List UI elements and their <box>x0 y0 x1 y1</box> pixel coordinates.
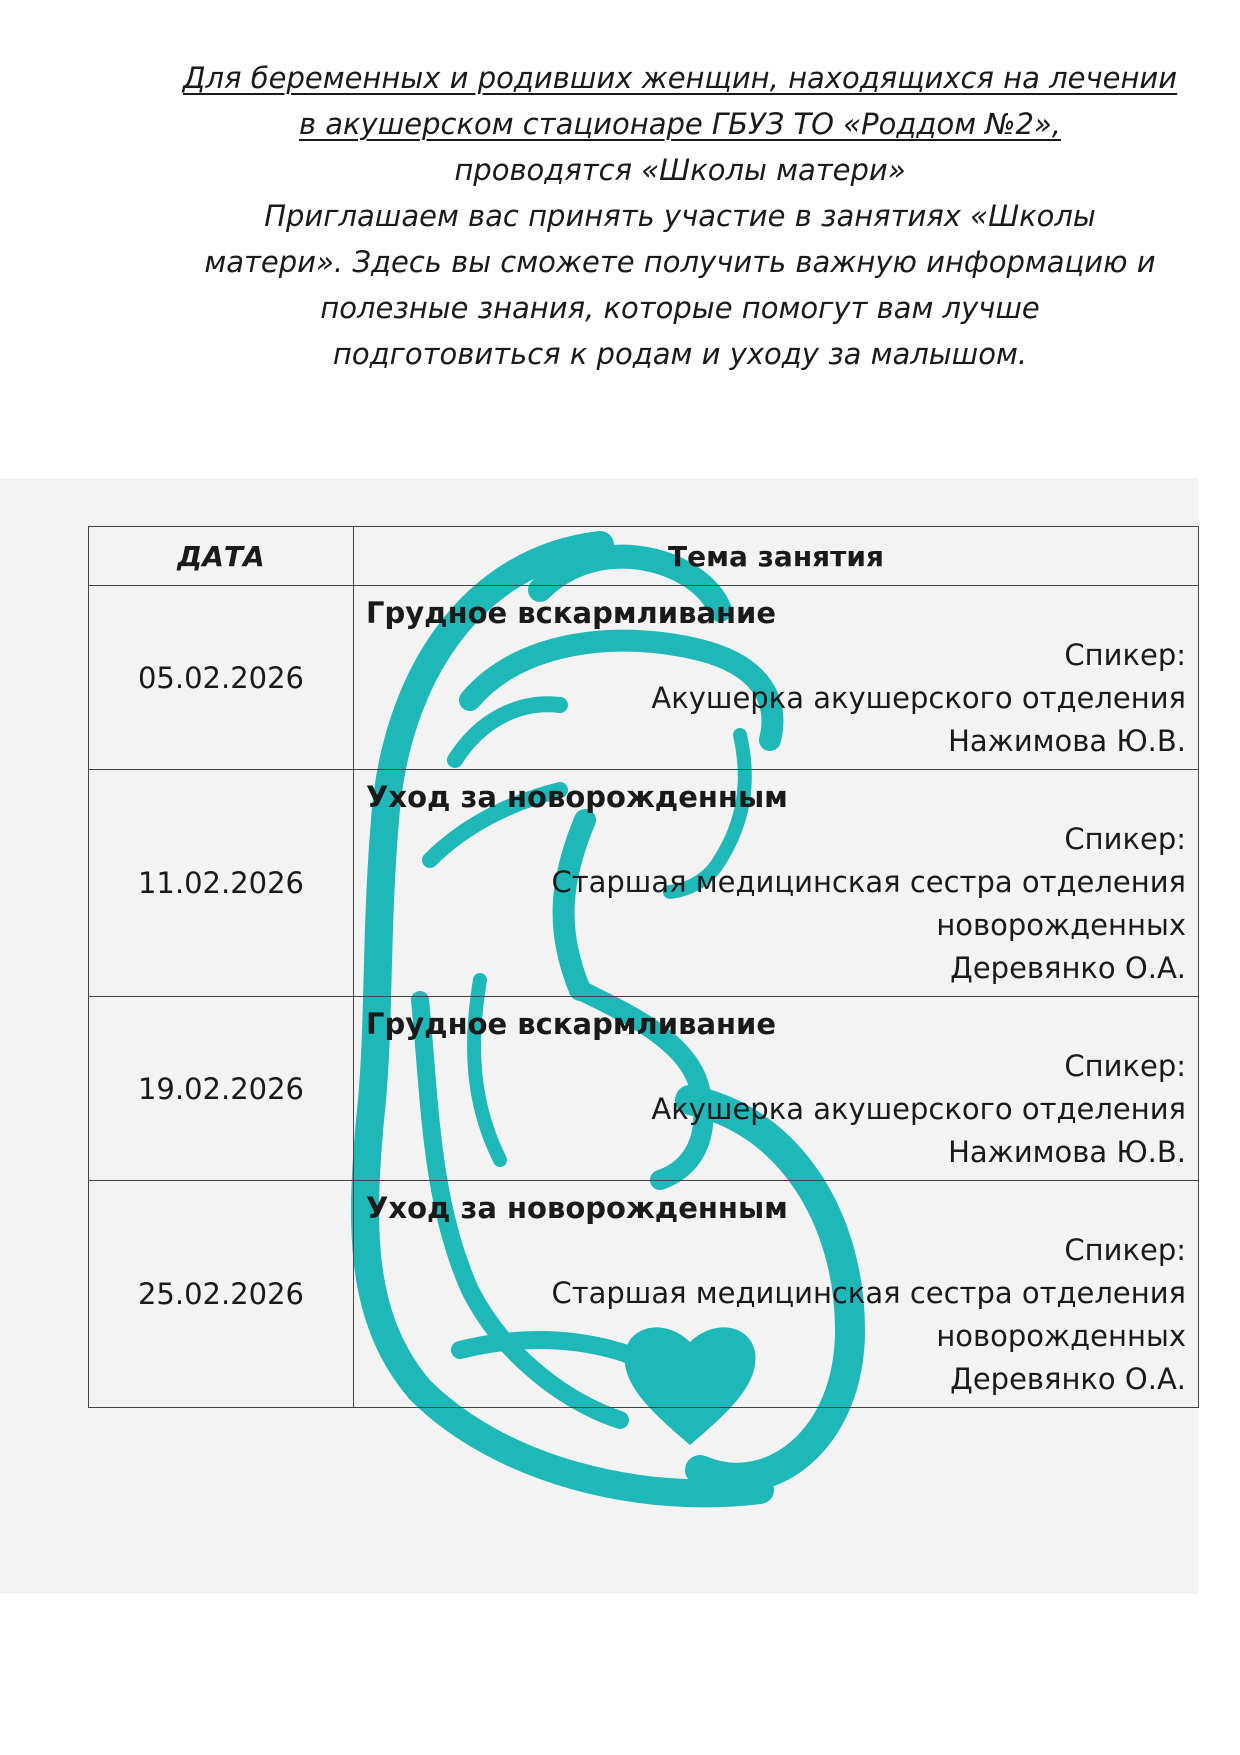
speaker-role-continued: новорожденных <box>936 1319 1186 1353</box>
speaker-role: Акушерка акушерского отделения <box>651 681 1186 715</box>
topic-title: Грудное вскармливание <box>366 596 777 630</box>
intro-line-4: Приглашаем вас принять участие в занятиях «Школы <box>264 199 1096 233</box>
table-row <box>89 770 1199 997</box>
speaker-role: Старшая медицинская сестра отделения <box>551 865 1186 899</box>
topic-cell <box>354 586 1199 770</box>
column-header-topic: Тема занятия <box>354 527 1199 586</box>
speaker-info <box>366 1045 1186 1174</box>
intro-line-3: проводятся «Школы матери» <box>454 153 906 187</box>
speaker-label: Спикер: <box>1064 1049 1186 1083</box>
speaker-role: Старшая медицинская сестра отделения <box>551 1276 1186 1310</box>
topic-title: Уход за новорожденным <box>366 1191 788 1225</box>
topic-cell <box>354 997 1199 1181</box>
date-cell: 19.02.2026 <box>89 997 354 1181</box>
table-header-row <box>89 527 1199 586</box>
speaker-info <box>366 1229 1186 1401</box>
date-cell: 05.02.2026 <box>89 586 354 770</box>
column-header-date: ДАТА <box>89 527 354 586</box>
speaker-label: Спикер: <box>1064 822 1186 856</box>
speaker-role: Акушерка акушерского отделения <box>651 1092 1186 1126</box>
topic-title: Грудное вскармливание <box>366 1007 777 1041</box>
table-row <box>89 1181 1199 1408</box>
topic-cell <box>354 1181 1199 1408</box>
intro-line-7: подготовиться к родам и уходу за малышом. <box>332 337 1028 371</box>
date-cell: 11.02.2026 <box>89 770 354 997</box>
intro-line-2: в акушерском стационаре ГБУЗ ТО «Роддом №2», <box>298 107 1062 141</box>
schedule-table <box>88 526 1199 1408</box>
speaker-info <box>366 634 1186 763</box>
speaker-name: Деревянко О.А. <box>950 1362 1186 1396</box>
date-cell: 25.02.2026 <box>89 1181 354 1408</box>
intro-line-6: полезные знания, которые помогут вам лучше <box>320 291 1040 325</box>
intro-line-5: матери». Здесь вы сможете получить важную информацию и <box>204 245 1156 279</box>
speaker-label: Спикер: <box>1064 1233 1186 1267</box>
table-row <box>89 997 1199 1181</box>
intro-line-1: Для беременных и родивших женщин, находящихся на лечении <box>182 61 1178 95</box>
speaker-role-continued: новорожденных <box>936 908 1186 942</box>
topic-title: Уход за новорожденным <box>366 780 788 814</box>
speaker-name: Нажимова Ю.В. <box>948 1135 1186 1169</box>
intro-text <box>150 55 1210 377</box>
table-row <box>89 586 1199 770</box>
speaker-info <box>366 818 1186 990</box>
speaker-label: Спикер: <box>1064 638 1186 672</box>
speaker-name: Деревянко О.А. <box>950 951 1186 985</box>
speaker-name: Нажимова Ю.В. <box>948 724 1186 758</box>
topic-cell <box>354 770 1199 997</box>
